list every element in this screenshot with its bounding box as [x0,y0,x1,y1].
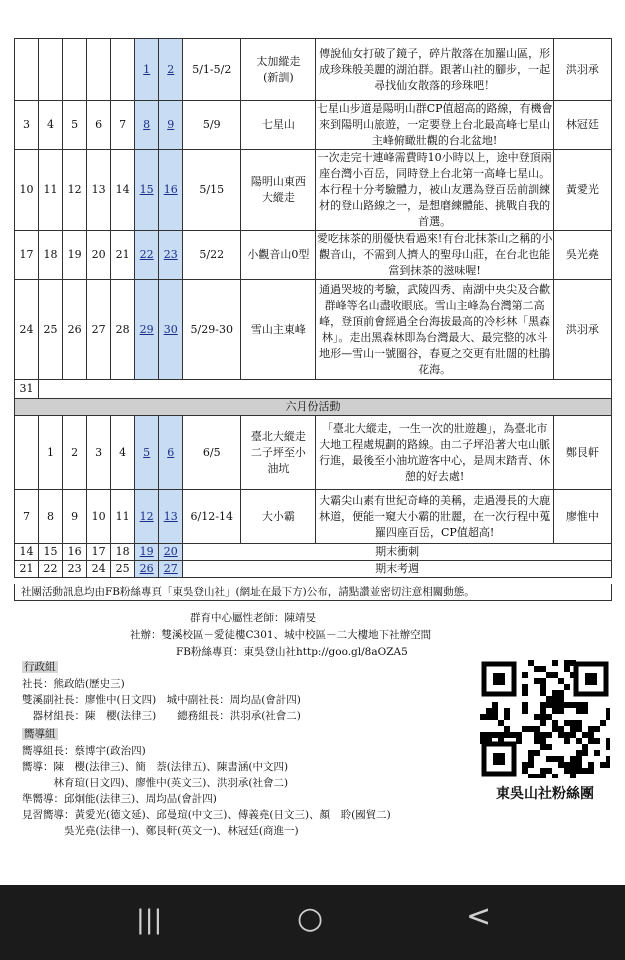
calendar-day: 10 [87,490,111,544]
admin-line: 器材組長：陳 櫻(法律三) 總務組長：洪羽承(社會二) [22,710,301,722]
calendar-day: 23 [159,231,183,280]
schedule-row [15,490,612,544]
advisor-text: 群育中心屬性老師：陳靖旻 [190,612,316,624]
calendar-day: 18 [111,544,135,561]
guide-line: 嚮導：陳 櫻(法律三)、簡 萘(法律五)、陳書涵(中文四) [22,761,289,773]
calendar-day: 21 [15,561,39,578]
calendar-day: 8 [39,490,63,544]
calendar-day: 25 [111,561,135,578]
calendar-day: 9 [63,490,87,544]
calendar-day: 26 [135,561,159,578]
activity-name: 雪山主東峰 [241,280,316,380]
activity-name: 七星山 [241,101,316,150]
calendar-day: 23 [63,561,87,578]
exam-row [15,561,612,578]
home-icon[interactable]: ○ [297,901,324,936]
empty-cell [39,380,612,399]
calendar-day: 29 [135,280,159,380]
activity-description: 愛吃抹茶的朋優快看過來!有台北抹茶山之稱的小觀音山，不需到人擠人的聖母山莊，在台北也能當到抹茶的滋味喔! [316,231,553,280]
activity-date: 5/1-5/2 [183,39,241,101]
activity-description: 「臺北大縱走，一生一次的壯遊趣」，為臺北市大地工程處規劃的路線。由二子坪沿著大屯山脈行進，最後至小油坑遊客中心，是周末踏青、休憩的好去處! [316,416,553,490]
calendar-day: 17 [15,231,39,280]
recent-apps-icon[interactable]: ||| [136,905,163,935]
calendar-day: 2 [159,39,183,101]
calendar-day: 14 [15,544,39,561]
activity-name: 大小霸 [241,490,316,544]
back-icon[interactable]: < [466,899,492,934]
calendar-day: 6 [87,101,111,150]
calendar-day [87,39,111,101]
calendar-day [111,39,135,101]
calendar-day: 15 [135,150,159,231]
qr-code[interactable] [480,660,610,800]
calendar-day: 13 [87,150,111,231]
calendar-day: 24 [87,561,111,578]
fb-notice: 社團活動訊息均由FB粉絲專頁「東吳登山社」(網址在最下方)公布，請點讚並密切注意相關動態。 [14,584,612,601]
calendar-day [15,39,39,101]
calendar-day [15,416,39,490]
admin-line: 社長：熊政皓(歷史三) [22,678,125,690]
calendar-day: 24 [15,280,39,380]
activity-description: 一次走完十連峰需費時10小時以上，途中登頂兩座台灣小百岳，同時登上台北第一高峰七星山。本行程十分考驗體力，被山友選為登百岳前訓練材的登山路線之一，是想磨練體能、挑戰自我的首選。 [316,150,553,231]
activity-leader: 黃愛光 [553,150,611,231]
calendar-day: 13 [159,490,183,544]
calendar-day: 7 [15,490,39,544]
exam-label: 期末考週 [183,561,612,578]
activity-leader: 廖惟中 [553,490,611,544]
calendar-day: 27 [87,280,111,380]
june-section-row [15,399,612,416]
activity-name: 臺北大縱走 二子坪至小 油坑 [241,416,316,490]
calendar-day: 11 [111,490,135,544]
activity-date: 6/12-14 [183,490,241,544]
activity-date: 5/22 [183,231,241,280]
guide-line: 林育瑄(日文四)、廖惟中(英文三)、洪羽承(社會二) [22,777,289,789]
calendar-day: 21 [111,231,135,280]
schedule-row [15,231,612,280]
activity-leader: 林冠廷 [553,101,611,150]
calendar-day [63,39,87,101]
fb-link-text[interactable]: FB粉絲專頁：東吳登山社http://goo.gl/8aOZA5 [176,646,408,658]
qr-caption: 東吳山社粉絲團 [496,786,594,802]
activity-date: 6/5 [183,416,241,490]
schedule-row [15,416,612,490]
activity-leader: 洪羽承 [553,280,611,380]
schedule-row [15,150,612,231]
calendar-day: 11 [39,150,63,231]
calendar-day: 19 [135,544,159,561]
guide-group-title: 嚮導組 [24,728,56,740]
calendar-day: 14 [111,150,135,231]
june-section-title: 六月份活動 [15,399,612,416]
calendar-day: 1 [39,416,63,490]
calendar-day: 15 [39,544,63,561]
calendar-day: 1 [135,39,159,101]
calendar-day: 16 [63,544,87,561]
calendar-day: 20 [87,231,111,280]
activity-leader: 洪羽承 [553,39,611,101]
calendar-day: 12 [135,490,159,544]
calendar-day: 18 [39,231,63,280]
calendar-day: 31 [15,380,39,399]
activity-name: 小觀音山0型 [241,231,316,280]
guide-line: 見習嚮導：黃愛光(德文延)、邱曼瑄(中文三)、傅義堯(日文三)、顏 聆(國貿二) [22,809,391,821]
guide-line: 吳光堯(法律一)、鄭艮軒(英文一)、林冠廷(商進一) [22,825,299,837]
calendar-day: 4 [39,101,63,150]
exam-row [15,544,612,561]
activity-description: 大霸尖山素有世紀奇峰的美稱，走過漫長的大鹿林道，便能一窺大小霸的壯麗，在一次行程中蒐羅四座百岳，CP值超高! [316,490,553,544]
calendar-day: 25 [39,280,63,380]
calendar-day: 4 [111,416,135,490]
activity-description: 七星山步道是陽明山群CP值超高的路線，有機會來到陽明山旅遊，一定要登上台北最高峰七星山主峰俯瞰壯觀的台北盆地! [316,101,553,150]
admin-group-title: 行政組 [24,661,56,673]
guide-line: 嚮導組長：蔡博宇(政治四) [22,745,146,757]
calendar-row-31 [15,380,612,399]
activity-name: 太加縱走 (新訓) [241,39,316,101]
club-room-text: 社辦：雙溪校區－愛徒樓C301、城中校區－二大樓地下社辦空間 [130,629,432,641]
calendar-day: 28 [111,280,135,380]
calendar-day: 5 [63,101,87,150]
calendar-day: 22 [39,561,63,578]
activity-date: 5/9 [183,101,241,150]
activity-date: 5/29-30 [183,280,241,380]
android-nav-bar [0,885,625,960]
calendar-day: 27 [159,561,183,578]
qr-code-icon [480,660,610,778]
calendar-day: 20 [159,544,183,561]
calendar-day: 16 [159,150,183,231]
schedule-row [15,280,612,380]
calendar-day: 30 [159,280,183,380]
calendar-day [39,39,63,101]
calendar-day: 3 [87,416,111,490]
activity-schedule-table [14,38,612,578]
activity-leader: 鄭艮軒 [553,416,611,490]
exam-label: 期末衝刺 [183,544,612,561]
calendar-day: 9 [159,101,183,150]
calendar-day: 3 [15,101,39,150]
calendar-day: 8 [135,101,159,150]
calendar-day: 2 [63,416,87,490]
calendar-day: 22 [135,231,159,280]
calendar-day: 5 [135,416,159,490]
calendar-day: 12 [63,150,87,231]
calendar-day: 17 [87,544,111,561]
activity-description: 通過哭坡的考驗，武陵四秀、南湖中央尖及合歡群峰等名山盡收眼底。雪山主峰為台灣第二高峰，登頂前會經過全台海拔最高的冷杉林「黑森林」。走出黑森林即為台灣最大、最完整的冰斗地形—雪山一號圈谷，春夏之交更有壯闊的杜鵑花海。 [316,280,553,380]
calendar-day: 7 [111,101,135,150]
schedule-row [15,39,612,101]
activity-description: 傳說仙女打破了鏡子，碎片散落在加羅山區，形成珍珠般美麗的湖泊群。跟著山社的腳步，一起尋找仙女散落的珍珠吧！ [316,39,553,101]
calendar-day: 19 [63,231,87,280]
schedule-row [15,101,612,150]
guide-line: 準嚮導：邱炯能(法律三)、周均品(會計四) [22,793,217,805]
activity-name: 陽明山東西 大縱走 [241,150,316,231]
admin-line: 雙溪副社長：廖惟中(日文四) 城中副社長：周均品(會計四) [22,694,301,706]
activity-leader: 吳光堯 [553,231,611,280]
calendar-day: 6 [159,416,183,490]
activity-date: 5/15 [183,150,241,231]
calendar-day: 10 [15,150,39,231]
calendar-day: 26 [63,280,87,380]
